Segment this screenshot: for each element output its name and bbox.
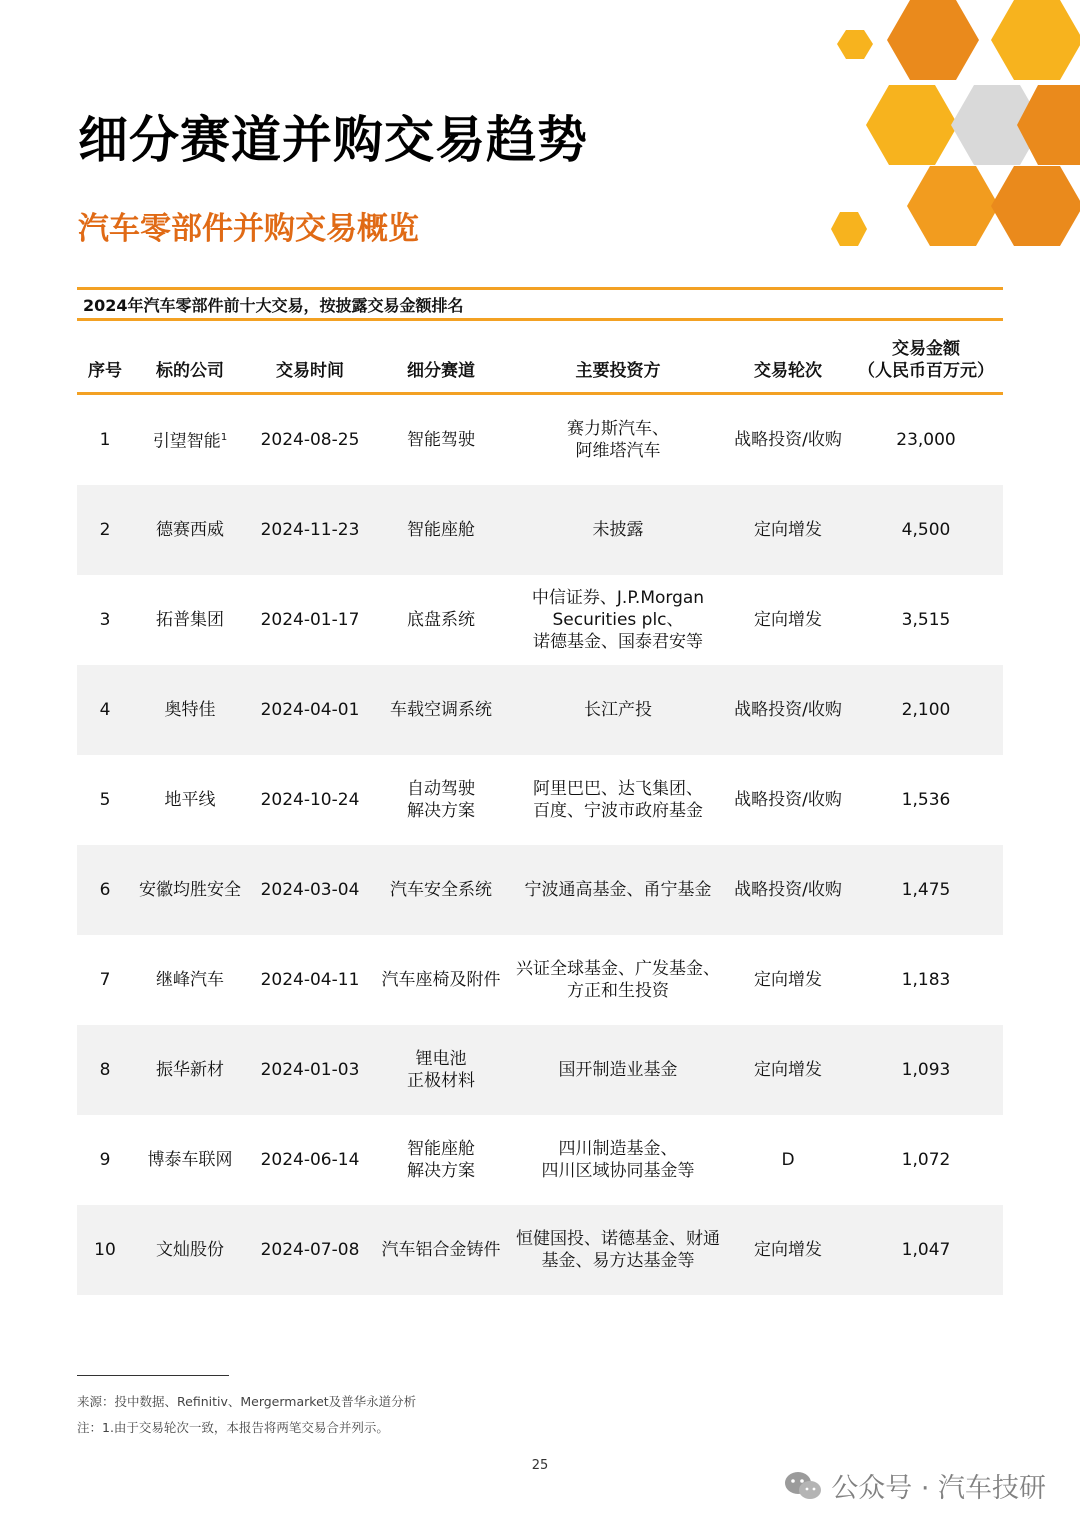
cell-date: 2024-03-04 (260, 880, 360, 900)
cell-investor-line1: 恒健国投、诺德基金、财通 (516, 1229, 720, 1249)
cell-segment (373, 519, 509, 541)
cell-investor-line1: 四川制造基金、 (558, 1139, 678, 1159)
cell-investor-line1: 宁波通高基金、甬宁基金 (524, 880, 712, 900)
header-company: 标的公司 (156, 361, 224, 381)
cell-date: 2024-07-08 (260, 1240, 360, 1260)
table-row (77, 1115, 1003, 1205)
footnote-1: 注：1.由于交易轮次一致，本报告将两笔交易合并列示。 (77, 1420, 389, 1435)
cell-company-name: 地平线 (164, 790, 216, 810)
cell-segment-line1: 智能座舱 (407, 1139, 475, 1159)
cell-investor-line1: 兴证全球基金、广发基金、 (516, 959, 720, 979)
header-round: 交易轮次 (754, 361, 822, 381)
header-amount (849, 338, 1003, 382)
deals-table (77, 287, 1003, 1295)
cell-investor (509, 587, 727, 653)
cell-date: 2024-04-01 (260, 700, 360, 720)
source-note: 来源：投中数据、Refinitiv、Mergermarket及普华永道分析 (77, 1394, 417, 1409)
table-row (77, 395, 1003, 485)
cell-segment-line1: 底盘系统 (407, 610, 475, 630)
cell-amount: 3,515 (901, 610, 951, 630)
cell-segment (373, 879, 509, 901)
header-amount-line2: （人民币百万元） (858, 361, 994, 381)
cell-investor (509, 519, 727, 541)
cell-segment (373, 969, 509, 991)
header-segment: 细分赛道 (407, 361, 475, 381)
hexagon-orange-lowerright (991, 166, 1080, 246)
cell-amount: 1,183 (901, 970, 951, 990)
cell-index: 2 (99, 520, 111, 540)
cell-investor (509, 1059, 727, 1081)
cell-company-name: 德赛西威 (156, 520, 224, 540)
table-row (77, 575, 1003, 665)
hexagon-orange-lower (907, 166, 999, 246)
cell-company (133, 969, 247, 991)
cell-segment (373, 609, 509, 631)
cell-date: 2024-11-23 (260, 520, 360, 540)
cell-date: 2024-01-17 (260, 610, 360, 630)
wechat-icon (783, 1470, 823, 1502)
cell-amount: 2,100 (901, 700, 951, 720)
cell-investor-line2: 百度、宁波市政府基金 (533, 801, 703, 821)
cell-segment-line1: 汽车座椅及附件 (381, 970, 501, 990)
footnote-divider (77, 1375, 229, 1376)
cell-date: 2024-06-14 (260, 1150, 360, 1170)
cell-investor (509, 778, 727, 822)
table-row (77, 755, 1003, 845)
cell-segment (373, 429, 509, 451)
cell-date: 2024-08-25 (260, 430, 360, 450)
cell-investor (509, 1138, 727, 1182)
cell-segment-line2: 解决方案 (407, 1161, 475, 1181)
cell-index: 9 (99, 1150, 111, 1170)
table-row (77, 1025, 1003, 1115)
cell-company (133, 1059, 247, 1081)
cell-company (133, 519, 247, 541)
cell-company (133, 1149, 247, 1171)
cell-index: 5 (99, 790, 111, 810)
cell-date: 2024-04-11 (260, 970, 360, 990)
cell-investor (509, 418, 727, 462)
cell-investor-line3: 诺德基金、国泰君安等 (533, 632, 703, 652)
hexagon-decoration (800, 0, 1080, 260)
cell-index: 4 (99, 700, 111, 720)
cell-date: 2024-01-03 (260, 1060, 360, 1080)
cell-segment (373, 1239, 509, 1261)
cell-company-name: 振华新材 (156, 1060, 224, 1080)
cell-amount: 4,500 (901, 520, 951, 540)
cell-investor-line1: 国开制造业基金 (558, 1060, 678, 1080)
table-caption: 2024年汽车零部件前十大交易，按披露交易金额排名 (77, 287, 1003, 321)
hexagon-small-bottom (831, 212, 867, 246)
cell-company (133, 427, 247, 453)
cell-index: 10 (94, 1240, 116, 1260)
table-row (77, 845, 1003, 935)
cell-company-name: 博泰车联网 (147, 1150, 233, 1170)
cell-round: 定向增发 (754, 970, 822, 990)
cell-round: 战略投资/收购 (734, 790, 842, 810)
hexagon-orange-top (887, 0, 979, 80)
hexagon-small-top (837, 30, 873, 59)
cell-company (133, 879, 247, 901)
cell-segment-line1: 锂电池 (415, 1049, 467, 1069)
cell-round: 战略投资/收购 (734, 880, 842, 900)
cell-investor (509, 1228, 727, 1272)
cell-company (133, 789, 247, 811)
cell-company-name: 引望智能 (152, 431, 221, 452)
cell-segment-line1: 汽车铝合金铸件 (381, 1240, 501, 1260)
cell-index: 7 (99, 970, 111, 990)
cell-investor-line1: 未披露 (592, 520, 644, 540)
cell-round: 战略投资/收购 (734, 430, 842, 450)
table-row (77, 935, 1003, 1025)
page-title: 细分赛道并购交易趋势 (78, 111, 588, 169)
table-row (77, 1205, 1003, 1295)
header-date: 交易时间 (276, 361, 344, 381)
hexagon-yellow-topright (991, 0, 1080, 80)
cell-company (133, 609, 247, 631)
cell-amount: 1,475 (901, 880, 951, 900)
cell-segment (373, 1138, 509, 1182)
cell-company-name: 安徽均胜安全 (139, 880, 241, 900)
table-row (77, 485, 1003, 575)
cell-investor-line1: 长江产投 (584, 700, 652, 720)
cell-amount: 1,093 (901, 1060, 951, 1080)
cell-round: 定向增发 (754, 1240, 822, 1260)
cell-segment-line1: 智能驾驶 (407, 430, 475, 450)
cell-segment-line1: 汽车安全系统 (390, 880, 492, 900)
cell-index: 6 (99, 880, 111, 900)
cell-segment (373, 778, 509, 822)
cell-index: 3 (99, 610, 111, 630)
cell-segment-line2: 解决方案 (407, 801, 475, 821)
watermark (783, 1466, 1046, 1505)
cell-company-name: 拓普集团 (156, 610, 224, 630)
cell-amount: 23,000 (896, 430, 956, 450)
cell-segment (373, 1048, 509, 1092)
table-header-row (77, 321, 1003, 395)
cell-round: 定向增发 (754, 1060, 822, 1080)
cell-company-name: 文灿股份 (156, 1240, 224, 1260)
cell-amount: 1,047 (901, 1240, 951, 1260)
cell-investor-line1: 中信证券、J.P.Morgan (531, 588, 705, 608)
table-row (77, 665, 1003, 755)
page-subtitle: 汽车零部件并购交易概览 (78, 211, 419, 247)
cell-segment-line1: 车载空调系统 (390, 700, 492, 720)
cell-amount: 1,536 (901, 790, 951, 810)
header-index: 序号 (88, 361, 122, 381)
page-number: 25 (531, 1458, 549, 1473)
cell-round: D (781, 1150, 795, 1170)
cell-investor (509, 958, 727, 1002)
cell-amount: 1,072 (901, 1150, 951, 1170)
cell-company-name: 奥特佳 (164, 700, 216, 720)
cell-segment-line2: 正极材料 (407, 1071, 475, 1091)
cell-investor-line2: 四川区域协同基金等 (541, 1161, 695, 1181)
cell-investor-line1: 赛力斯汽车、 (567, 419, 669, 439)
header-amount-line1: 交易金额 (892, 339, 960, 359)
cell-company-name: 继峰汽车 (156, 970, 224, 990)
cell-investor-line1: 阿里巴巴、达飞集团、 (533, 779, 703, 799)
watermark-text: 公众号 · 汽车技研 (831, 1473, 1046, 1504)
cell-date: 2024-10-24 (260, 790, 360, 810)
cell-investor (509, 879, 727, 901)
cell-segment (373, 699, 509, 721)
cell-company (133, 699, 247, 721)
cell-index: 1 (99, 430, 111, 450)
cell-index: 8 (99, 1060, 111, 1080)
cell-company-footnote: 1 (220, 432, 228, 444)
cell-investor-line2: Securities plc、 (552, 610, 684, 630)
cell-segment-line1: 自动驾驶 (407, 779, 475, 799)
cell-investor-line2: 基金、易方达基金等 (541, 1251, 695, 1271)
cell-round: 战略投资/收购 (734, 700, 842, 720)
cell-investor-line2: 阿维塔汽车 (575, 441, 661, 461)
cell-round: 定向增发 (754, 520, 822, 540)
cell-round: 定向增发 (754, 610, 822, 630)
cell-investor (509, 699, 727, 721)
header-investor: 主要投资方 (575, 361, 661, 381)
hexagon-yellow-left (866, 85, 958, 165)
cell-segment-line1: 智能座舱 (407, 520, 475, 540)
cell-investor-line2: 方正和生投资 (567, 981, 669, 1001)
cell-company (133, 1239, 247, 1261)
